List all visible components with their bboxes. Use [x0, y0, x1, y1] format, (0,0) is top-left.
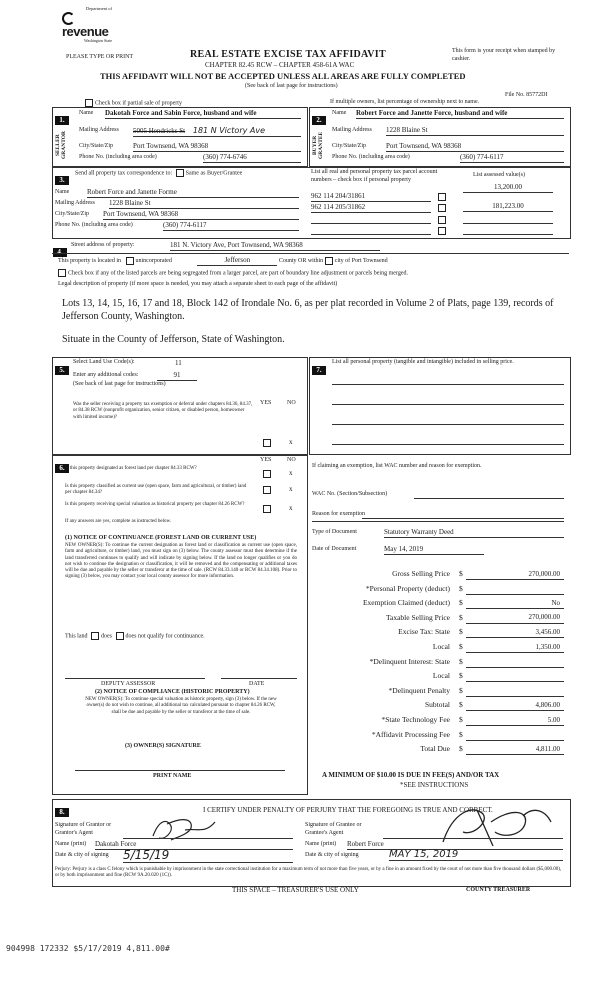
current-use-yes-checkbox[interactable] [263, 486, 271, 494]
historic-yes-checkbox[interactable] [263, 505, 271, 513]
dollar-sign: $ [459, 656, 463, 666]
street-label: Street address of property: [71, 242, 135, 248]
parcels-label: List all real and personal property tax parcel account numbers – check box if personal property [311, 169, 438, 183]
dollar-sign: $ [459, 598, 463, 608]
seller-mailing-handwritten: 181 N Victory Ave [192, 126, 266, 135]
grantee-print-name: Robert Force [347, 840, 563, 850]
total-value: 4,811.00 [535, 744, 560, 753]
grantee-date: MAY 15, 2019 [389, 849, 563, 861]
seller-side-label: SELLER GRANTOR [55, 131, 67, 160]
buyer-phone-label: Phone No. (including area code) [332, 154, 410, 160]
total-value: 5.00 [547, 715, 560, 724]
corr-mailing-label: Mailing Address [55, 200, 95, 206]
does-not-checkbox[interactable] [116, 632, 124, 640]
seller-mailing-struck: 5005 Hendricks St [133, 127, 186, 135]
forest-current-use-section [52, 455, 308, 795]
seller-city-label: City/State/Zip [79, 143, 113, 149]
doc-type-label: Type of Document [312, 529, 357, 535]
partial-sale-row: Check box if partial sale of property [85, 99, 182, 108]
corr-name-label: Name [55, 189, 70, 195]
legal-description: Lots 13, 14, 15, 16, 17 and 18, Block 142 of Irondale No. 6, as per plat recorded in Volume 2 of Plats, page 139, records of Jefferson County, Washington. [62, 298, 554, 322]
seller-mailing-label: Mailing Address [79, 127, 119, 133]
please-type: PLEASE TYPE OR PRINT [66, 54, 134, 60]
land-use-code: 11 [175, 359, 182, 367]
seller-mailing-field [133, 126, 301, 137]
segregated-checkbox[interactable] [58, 269, 66, 277]
parcel-3-personal-checkbox[interactable] [438, 216, 446, 224]
receipt-note: This form is your receipt when stamped by cashier. [452, 48, 556, 62]
street-address: 181 N. Victory Ave, Port Townsend, WA 98368 [170, 241, 380, 251]
grantor-date-label: Date & city of signing [55, 852, 109, 858]
land-use-label: Select Land Use Code(s): [73, 359, 135, 365]
logo-state: Washington State [83, 37, 112, 43]
dollar-sign: $ [459, 627, 463, 637]
current-use-question: Is this property classified as current use (open space, farm and agricultural, or timber) land per chapter 84.34? [65, 484, 247, 496]
total-value: 270,000.00 [528, 569, 560, 578]
section-4-number: 4. [53, 248, 67, 257]
notice-continuance-title: (1) NOTICE OF CONTINUANCE (FOREST LAND OR CURRENT USE) [65, 535, 257, 541]
total-value: No [551, 598, 560, 607]
perjury-text: Perjury: Perjury is a class C felony which is punishable by imprisonment in the state correctional institution for a maximum term of not more than five years, or by a fine in an amount fixed by the court of not more than five thousand dollars ($5,000.00), or by both imprisonment and fine (RCW 9A.20.020 (1C)). [55, 867, 562, 879]
exemption-claim-label: If claiming an exemption, list WAC number and reason for exemption. [312, 463, 482, 469]
doc-date: May 14, 2019 [384, 545, 484, 555]
section-2-number: 2. [312, 116, 326, 125]
current-use-no-mark: x [289, 485, 293, 493]
county-treasurer: COUNTY TREASURER [466, 887, 531, 893]
buyer-city: Port Townsend, WA 98368 [386, 142, 564, 152]
total-label: Total Due [420, 744, 450, 754]
buyer-phone: (360) 774-6117 [460, 153, 564, 163]
total-label: *Personal Property (deduct) [365, 583, 450, 593]
exemption-no-mark: x [289, 438, 293, 446]
total-label: Gross Selling Price [392, 569, 450, 578]
minimum-note: A MINIMUM OF $10.00 IS DUE IN FEE(S) AND/OR TAX [322, 771, 500, 779]
doc-type: Statutory Warranty Deed [384, 528, 564, 538]
total-label: *Affidavit Processing Fee [371, 729, 450, 739]
deputy-date-label: DATE [249, 681, 265, 687]
forest-no-mark: x [289, 469, 293, 477]
grantor-print-name: Dakotah Force [95, 840, 293, 850]
total-label: Subtotal [424, 700, 450, 710]
notice-compliance-text: NEW OWNER(S): To continue special valuation as historic property, sign (3) below. If the new owner(s) do not wish to continue, all additional tax calculated pursuant to chapter 84.26 RCW, shall be due and payable by the seller or transferor at the time of sale. [85, 697, 277, 715]
segregated-row: Check box if any of the listed parcels are being segregated from a larger parcel, are part of boundary line adjustment or parcels being merged. [58, 269, 408, 278]
section-3-number: 3. [55, 176, 69, 185]
reason-label: Reason for exemption [312, 511, 365, 517]
see-instructions: *SEE INSTRUCTIONS [400, 781, 469, 789]
legal-label: Legal description of property (if more space is needed, you may attach a separate sheet to each page of the affidavit) [58, 281, 338, 287]
located-row: This property is located in unincorporated Jefferson County OR within city of Port Townsend [58, 256, 388, 264]
dollar-sign: $ [459, 642, 463, 651]
total-value: 270,000.00 [528, 613, 560, 622]
total-label: *State Technology Fee [381, 715, 450, 724]
total-label: Local [432, 642, 450, 651]
total-value: 4,806.00 [535, 700, 560, 709]
exemption-question: Was the seller receiving a property tax exemption or deferral under chapters 84.36, 84.37, or 84.38 RCW (nonprofit organization, senior citizen, or disabled person, homeowner with limited income)? [73, 402, 253, 420]
parcel-4-personal-checkbox[interactable] [438, 227, 446, 235]
partial-sale-checkbox[interactable] [85, 99, 93, 107]
dollar-sign: $ [459, 700, 463, 710]
seller-name: Dakotah Force and Sabin Force, husband and wife [105, 109, 301, 119]
total-value: 1,350.00 [535, 642, 560, 651]
form-title: REAL ESTATE EXCISE TAX AFFIDAVIT [190, 49, 386, 60]
total-label: Exemption Claimed (deduct) [362, 598, 450, 608]
parcel-number-2: 962 114 205/31862 [311, 203, 431, 213]
seller-phone: (360) 774-6746 [203, 153, 301, 163]
dollar-sign: $ [459, 612, 463, 622]
land-use-see-back: (See back of last page for instructions) [73, 381, 166, 387]
land-use-section [52, 357, 308, 455]
multiple-owners-note: If multiple owners, list percentage of ownership next to name. [330, 99, 480, 105]
certification-section [52, 799, 571, 887]
additional-code: 91 [157, 371, 197, 381]
section-8-number: 8. [55, 808, 69, 817]
forest-question: Is this property designated as forest land per chapter 84.33 RCW? [65, 466, 197, 471]
total-label: *Delinquent Penalty [388, 685, 450, 695]
dollar-sign: $ [459, 685, 463, 695]
s6-no-header: NO [287, 457, 296, 463]
parcel-1-personal-checkbox[interactable] [438, 193, 446, 201]
exemption-no-header: NO [287, 400, 296, 406]
buyer-side-label: BUYER GRANTEE [312, 131, 324, 159]
owner-signature-label: (3) OWNER(S) SIGNATURE [125, 743, 201, 749]
parcel-value-1: 13,200.00 [463, 183, 553, 193]
if-yes-note: If any answers are yes, complete as instructed below. [65, 519, 172, 524]
notice-compliance-title: (2) NOTICE OF COMPLIANCE (HISTORIC PROPERTY) [95, 689, 250, 695]
corr-phone-label: Phone No. (including area code) [55, 222, 133, 228]
total-label: Local [432, 671, 450, 681]
personal-property-section [309, 357, 571, 455]
corr-city-label: City/State/Zip [55, 211, 89, 217]
historic-question: Is this property receiving special valuation as historical property per chapter 84.26 RCW? [65, 502, 245, 507]
grantor-date: 5/15/19 [123, 848, 293, 863]
forest-yes-checkbox[interactable] [263, 470, 271, 478]
total-label: Excise Tax: State [398, 627, 450, 637]
parcel-number-1: 962 114 204/31861 [311, 192, 431, 202]
section-6-number: 6. [55, 464, 69, 473]
city-of-checkbox[interactable] [325, 257, 333, 265]
tax-correspondence-section [52, 167, 571, 239]
parcel-value-2: 181,223.00 [463, 202, 553, 212]
exemption-yes-header: YES [260, 400, 272, 406]
buyer-section [309, 107, 571, 167]
s6-yes-header: YES [260, 457, 272, 463]
dollar-sign: $ [459, 671, 463, 681]
logo-dept: Department of [85, 6, 112, 11]
tax-correspondence-label: Send all property tax correspondence to: Same as Buyer/Grantee [75, 170, 243, 177]
buyer-mailing: 1228 Blaine St [386, 126, 564, 136]
total-label: *Delinquent Interest: State [369, 656, 450, 666]
buyer-city-label: City/State/Zip [332, 143, 366, 149]
file-number: File No. 85772DI [505, 92, 548, 98]
total-value: 3,456.00 [535, 627, 560, 636]
section-1-number: 1. [55, 116, 69, 125]
situate-text: Situate in the County of Jefferson, State of Washington. [62, 334, 285, 345]
grantee-sig-label: Signature of Grantee or Grantee's Agent [305, 822, 362, 836]
form-chapter: CHAPTER 82.45 RCW – CHAPTER 458-61A WAC [205, 61, 355, 69]
buyer-mailing-label: Mailing Address [332, 127, 372, 133]
doc-date-label: Date of Document [312, 546, 357, 552]
parcel-2-personal-checkbox[interactable] [438, 204, 446, 212]
dollar-sign: $ [459, 744, 463, 754]
treasurer-use-only: THIS SPACE – TREASURER'S USE ONLY [232, 886, 359, 894]
certify-text: I CERTIFY UNDER PENALTY OF PERJURY THAT THE FOREGOING IS TRUE AND CORRECT. [203, 806, 493, 814]
buyer-name: Robert Force and Janette Force, husband and wife [356, 109, 564, 119]
dollar-sign: $ [459, 583, 463, 593]
dollar-sign: $ [459, 569, 463, 578]
county-name: Jefferson [197, 256, 277, 266]
buyer-name-label: Name [332, 110, 347, 116]
corr-name: Robert Force and Janette Forme [87, 188, 299, 198]
seller-phone-label: Phone No. (including area code) [79, 154, 157, 160]
dollar-sign: $ [459, 729, 463, 739]
additional-codes-label: Enter any additional codes: [73, 372, 139, 378]
corr-city: Port Townsend, WA 98368 [103, 210, 299, 220]
total-label: Taxable Selling Price [385, 612, 450, 622]
section-7-number: 7. [312, 366, 326, 375]
same-as-buyer-checkbox[interactable] [176, 169, 184, 177]
seller-name-label: Name [79, 110, 94, 116]
receipt-stamp: 904998 172332 $5/17/2019 4,811.00# [6, 944, 170, 953]
grantor-sig-label: Signature of Grantor or Grantor's Agent [55, 822, 112, 836]
dor-logo [62, 6, 112, 43]
does-checkbox[interactable] [91, 632, 99, 640]
assessed-label: List assessed value(s) [473, 172, 525, 178]
qualify-row: This land does does not qualify for continuance. [65, 633, 205, 640]
personal-property-label: List all personal property (tangible and intangible) included in selling price. [332, 359, 514, 365]
logo-name: revenue [62, 12, 112, 38]
deputy-assessor-label: DEPUTY ASSESSOR [101, 681, 156, 687]
grantee-name-label: Name (print) [305, 841, 337, 847]
not-accepted: THIS AFFIDAVIT WILL NOT BE ACCEPTED UNLESS ALL AREAS ARE FULLY COMPLETED [100, 71, 466, 81]
wac-label: WAC No. (Section/Subsection) [312, 491, 388, 497]
dollar-sign: $ [459, 715, 463, 724]
seller-city: Port Townsend, WA 98368 [133, 142, 301, 152]
historic-no-mark: x [289, 504, 293, 512]
see-back: (See back of last page for instructions) [245, 83, 338, 89]
seller-section [52, 107, 308, 167]
corr-phone: (360) 774-6117 [163, 221, 299, 231]
unincorporated-checkbox[interactable] [126, 257, 134, 265]
exemption-yes-checkbox[interactable] [263, 439, 271, 447]
corr-mailing: 1228 Blaine St [109, 199, 299, 209]
grantee-date-label: Date & city of signing [305, 852, 359, 858]
grantor-name-label: Name (print) [55, 841, 87, 847]
notice-continuance-text: NEW OWNER(S): To continue the current designation as forest land or classification as current use (open space, farm and agriculture, or timber) land, you must sign on (3) below. The county assessor must then determine if the land transferred continues to qualify and will indicate by signing below. If the land no longer qualifies or you do not wish to continue the designation or classification, it will be removed and the compensating or additional taxes will be due and payable by the seller or transferor at the time of sale. (RCW 84.33.140 or RCW 84.34.108). Prior to signing (3) below, you may contact your local county assessor for more information. [65, 543, 297, 580]
section-5-number: 5. [55, 366, 69, 375]
print-name-label: PRINT NAME [153, 773, 192, 779]
